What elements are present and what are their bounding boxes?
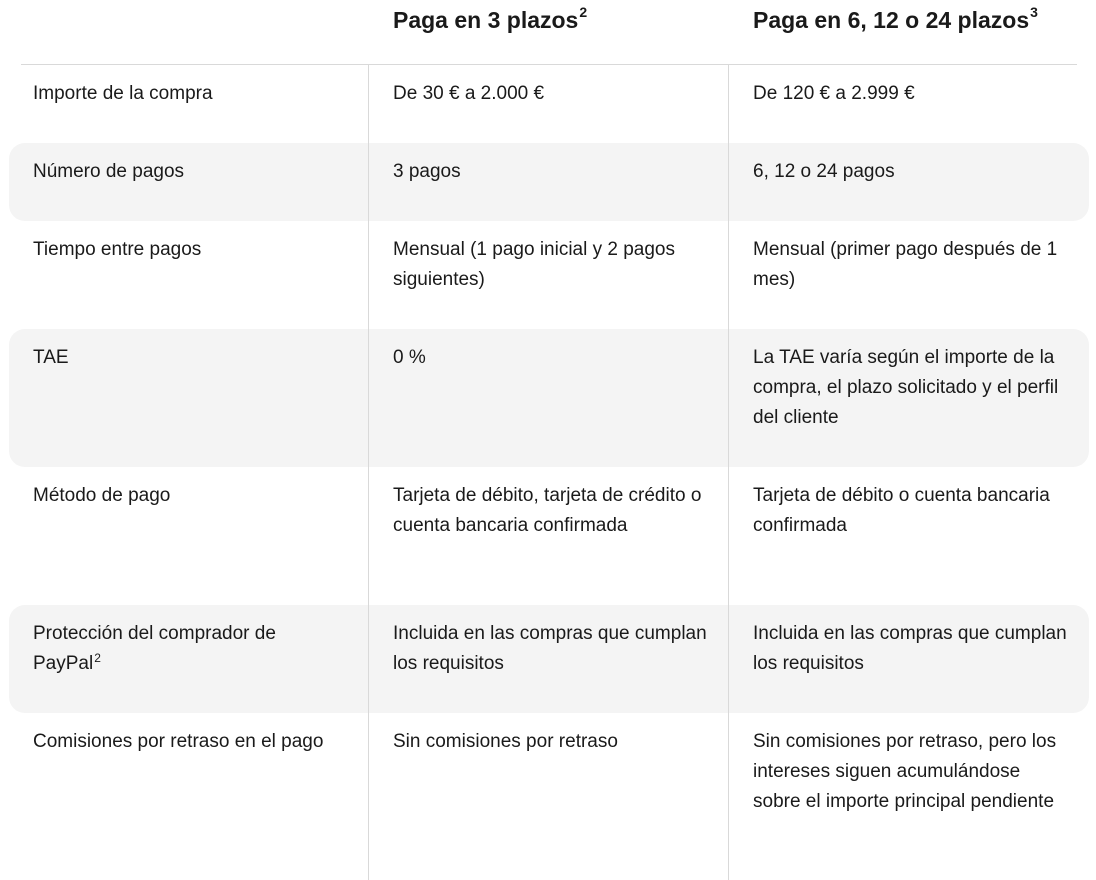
footnote-marker: 2 xyxy=(579,4,588,20)
cell-plan-3: De 30 € a 2.000 € xyxy=(393,83,545,104)
row-label: Método de pago xyxy=(33,485,171,506)
footnote-marker: 3 xyxy=(1030,4,1038,20)
table-row-proteccion-comprador xyxy=(9,605,1089,713)
table-row-tiempo-entre-pagos xyxy=(9,221,1089,329)
table-row-tae xyxy=(9,329,1089,467)
cell-plan-6-12-24: La TAE varía según el importe de la compra, el plazo solicitado y el perfil del cliente xyxy=(753,347,1059,428)
cell-plan-6-12-24: Tarjeta de débito o cuenta bancaria confirmada xyxy=(753,485,1050,536)
cell-plan-6-12-24: 6, 12 o 24 pagos xyxy=(753,161,895,182)
column-divider xyxy=(368,64,369,880)
cell-plan-6-12-24: Incluida en las compras que cumplan los requisitos xyxy=(753,623,1067,674)
cell-plan-3: 0 % xyxy=(393,347,426,368)
cell-plan-3: Incluida en las compras que cumplan los requisitos xyxy=(393,623,707,674)
cell-plan-6-12-24: Mensual (primer pago después de 1 mes) xyxy=(753,239,1058,290)
row-label: Importe de la compra xyxy=(33,83,213,104)
row-label: Comisiones por retraso en el pago xyxy=(33,731,324,752)
row-label: TAE xyxy=(33,347,69,368)
row-label: Número de pagos xyxy=(33,161,185,182)
cell-plan-3: Tarjeta de débito, tarjeta de crédito o cuenta bancaria confirmada xyxy=(393,485,702,536)
row-label: Tiempo entre pagos xyxy=(33,239,202,260)
table-row-numero-pagos xyxy=(9,143,1089,221)
table-row-metodo-pago xyxy=(9,467,1089,605)
cell-plan-3: Mensual (1 pago inicial y 2 pagos siguientes) xyxy=(393,239,676,290)
column-divider xyxy=(728,64,729,880)
header-plan-6-12-24: Paga en 6, 12 o 24 plazos$^3$ xyxy=(753,4,1038,33)
cell-plan-3: 3 pagos xyxy=(393,161,461,182)
footnote-marker: 2 xyxy=(94,651,101,665)
cell-plan-6-12-24: De 120 € a 2.999 € xyxy=(753,83,915,104)
table-header xyxy=(0,0,1096,64)
cell-plan-3: Sin comisiones por retraso xyxy=(393,731,618,752)
header-plan-3: Paga en 3 plazos$^2$ xyxy=(393,4,588,33)
table-row-importe xyxy=(9,65,1089,143)
cell-plan-6-12-24: Sin comisiones por retraso, pero los intereses siguen acumulándose sobre el importe principal pendiente xyxy=(753,731,1057,812)
row-label: Protección del comprador de PayPal$^2$ xyxy=(33,623,276,674)
table-row-comisiones-retraso xyxy=(9,713,1089,880)
